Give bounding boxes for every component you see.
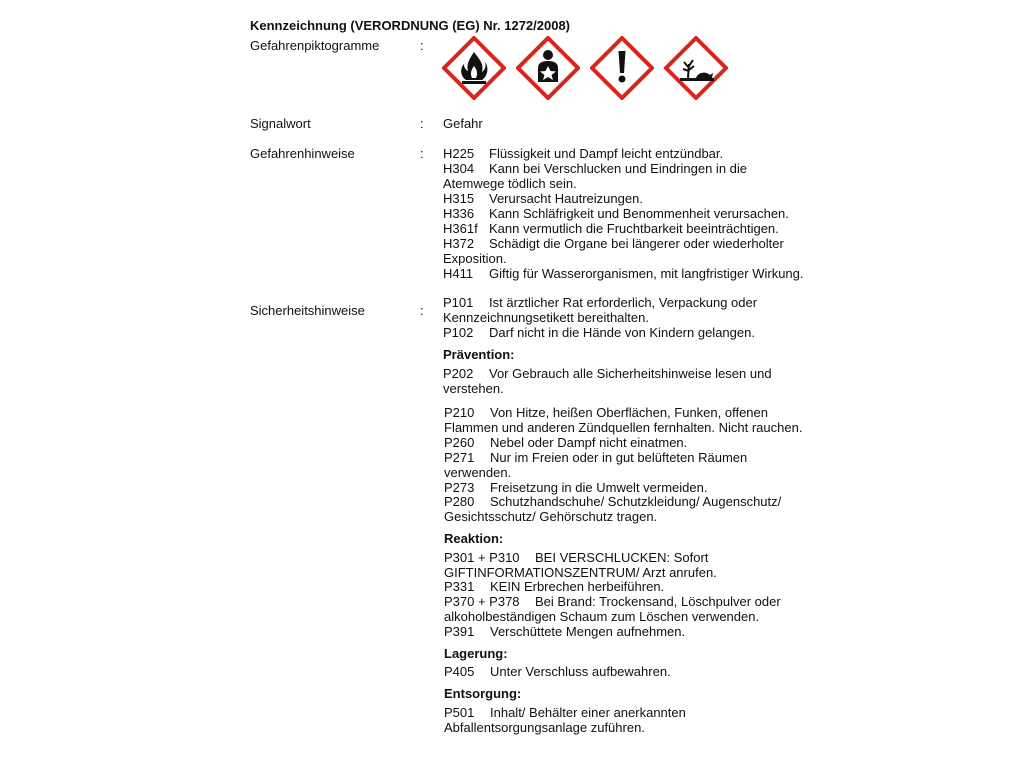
precaution-statement: P301 + P310 BEI VERSCHLUCKEN: Sofort: [444, 550, 709, 565]
precaution-statement: P102 Darf nicht in die Hände von Kindern gelangen.: [443, 325, 755, 340]
precaution-statement: P391 Verschüttete Mengen aufnehmen.: [444, 624, 686, 639]
precaution-statement: P370 + P378 Bei Brand: Trockensand, Löschpulver oder: [444, 594, 781, 609]
precaution-statement: P405 Unter Verschluss aufbewahren.: [444, 664, 671, 679]
hazard-statement: H225 Flüssigkeit und Dampf leicht entzündbar.: [443, 146, 724, 161]
precaution-statement-continued: Gesichtsschutz/ Gehörschutz tragen.: [444, 509, 658, 524]
precaution-statement: P280 Schutzhandschuhe/ Schutzkleidung/ Augenschutz/: [444, 494, 782, 509]
precaution-statement-continued: verwenden.: [444, 465, 512, 480]
hazard-statement-continued: Exposition.: [443, 251, 507, 266]
hazard-statement: H372 Schädigt die Organe bei längerer oder wiederholter: [443, 236, 784, 251]
precaution-statement: P260 Nebel oder Dampf nicht einatmen.: [444, 435, 688, 450]
hazard-statement: H315 Verursacht Hautreizungen.: [443, 191, 643, 206]
precaution-statement: P271 Nur im Freien oder in gut belüfteten Räumen: [444, 450, 748, 465]
hazard-statement: H336 Kann Schläfrigkeit und Benommenheit verursachen.: [443, 206, 789, 221]
colon: :: [420, 38, 424, 53]
hazard-statement: H361f Kann vermutlich die Fruchtbarkeit beeinträchtigen.: [443, 221, 779, 236]
flame-icon: [442, 36, 506, 100]
disposal-heading: Entsorgung:: [444, 686, 522, 701]
section-title: Kennzeichnung (VERORDNUNG (EG) Nr. 1272/2008): [250, 18, 571, 33]
precaution-statement: P101 Ist ärztlicher Rat erforderlich, Verpackung oder: [443, 295, 758, 310]
precaution-statement: P331 KEIN Erbrechen herbeiführen.: [444, 579, 665, 594]
label-signal-word: Signalwort: [250, 116, 311, 131]
precaution-statement: P501 Inhalt/ Behälter einer anerkannten: [444, 705, 686, 720]
health-hazard-icon: [516, 36, 580, 100]
colon: :: [420, 303, 424, 318]
reaction-heading: Reaktion:: [444, 531, 504, 546]
precaution-statement: P273 Freisetzung in die Umwelt vermeiden.: [444, 480, 708, 495]
precaution-statement: P210 Von Hitze, heißen Oberflächen, Funken, offenen: [444, 405, 768, 420]
precaution-statement-continued: Flammen und anderen Zündquellen fernhalten. Nicht rauchen.: [444, 420, 803, 435]
colon: :: [420, 146, 424, 161]
hazard-statement: H411 Giftig für Wasserorganismen, mit langfristiger Wirkung.: [443, 266, 804, 281]
label-precautionary-statements: Sicherheitshinweise: [250, 303, 365, 318]
exclamation-mark-icon: [590, 36, 654, 100]
precaution-statement-continued: GIFTINFORMATIONSZENTRUM/ Arzt anrufen.: [444, 565, 717, 580]
label-hazard-statements: Gefahrenhinweise: [250, 146, 355, 161]
precaution-statement: P202 Vor Gebrauch alle Sicherheitshinweise lesen und: [443, 366, 772, 381]
precaution-statement-continued: alkoholbeständigen Schaum zum Löschen verwenden.: [444, 609, 760, 624]
storage-heading: Lagerung:: [444, 646, 508, 661]
colon: :: [420, 116, 424, 131]
precaution-statement-continued: verstehen.: [443, 381, 504, 396]
precaution-statement-continued: Abfallentsorgungsanlage zuführen.: [444, 720, 645, 735]
prevention-heading: Prävention:: [443, 347, 515, 362]
label-pictograms: Gefahrenpiktogramme: [250, 38, 380, 53]
environment-icon: [664, 36, 728, 100]
hazard-statement: H304 Kann bei Verschlucken und Eindringen in die: [443, 161, 748, 176]
precaution-statement-continued: Kennzeichnungsetikett bereithalten.: [443, 310, 649, 325]
signal-word-value: Gefahr: [443, 116, 483, 131]
hazard-statement-continued: Atemwege tödlich sein.: [443, 176, 577, 191]
